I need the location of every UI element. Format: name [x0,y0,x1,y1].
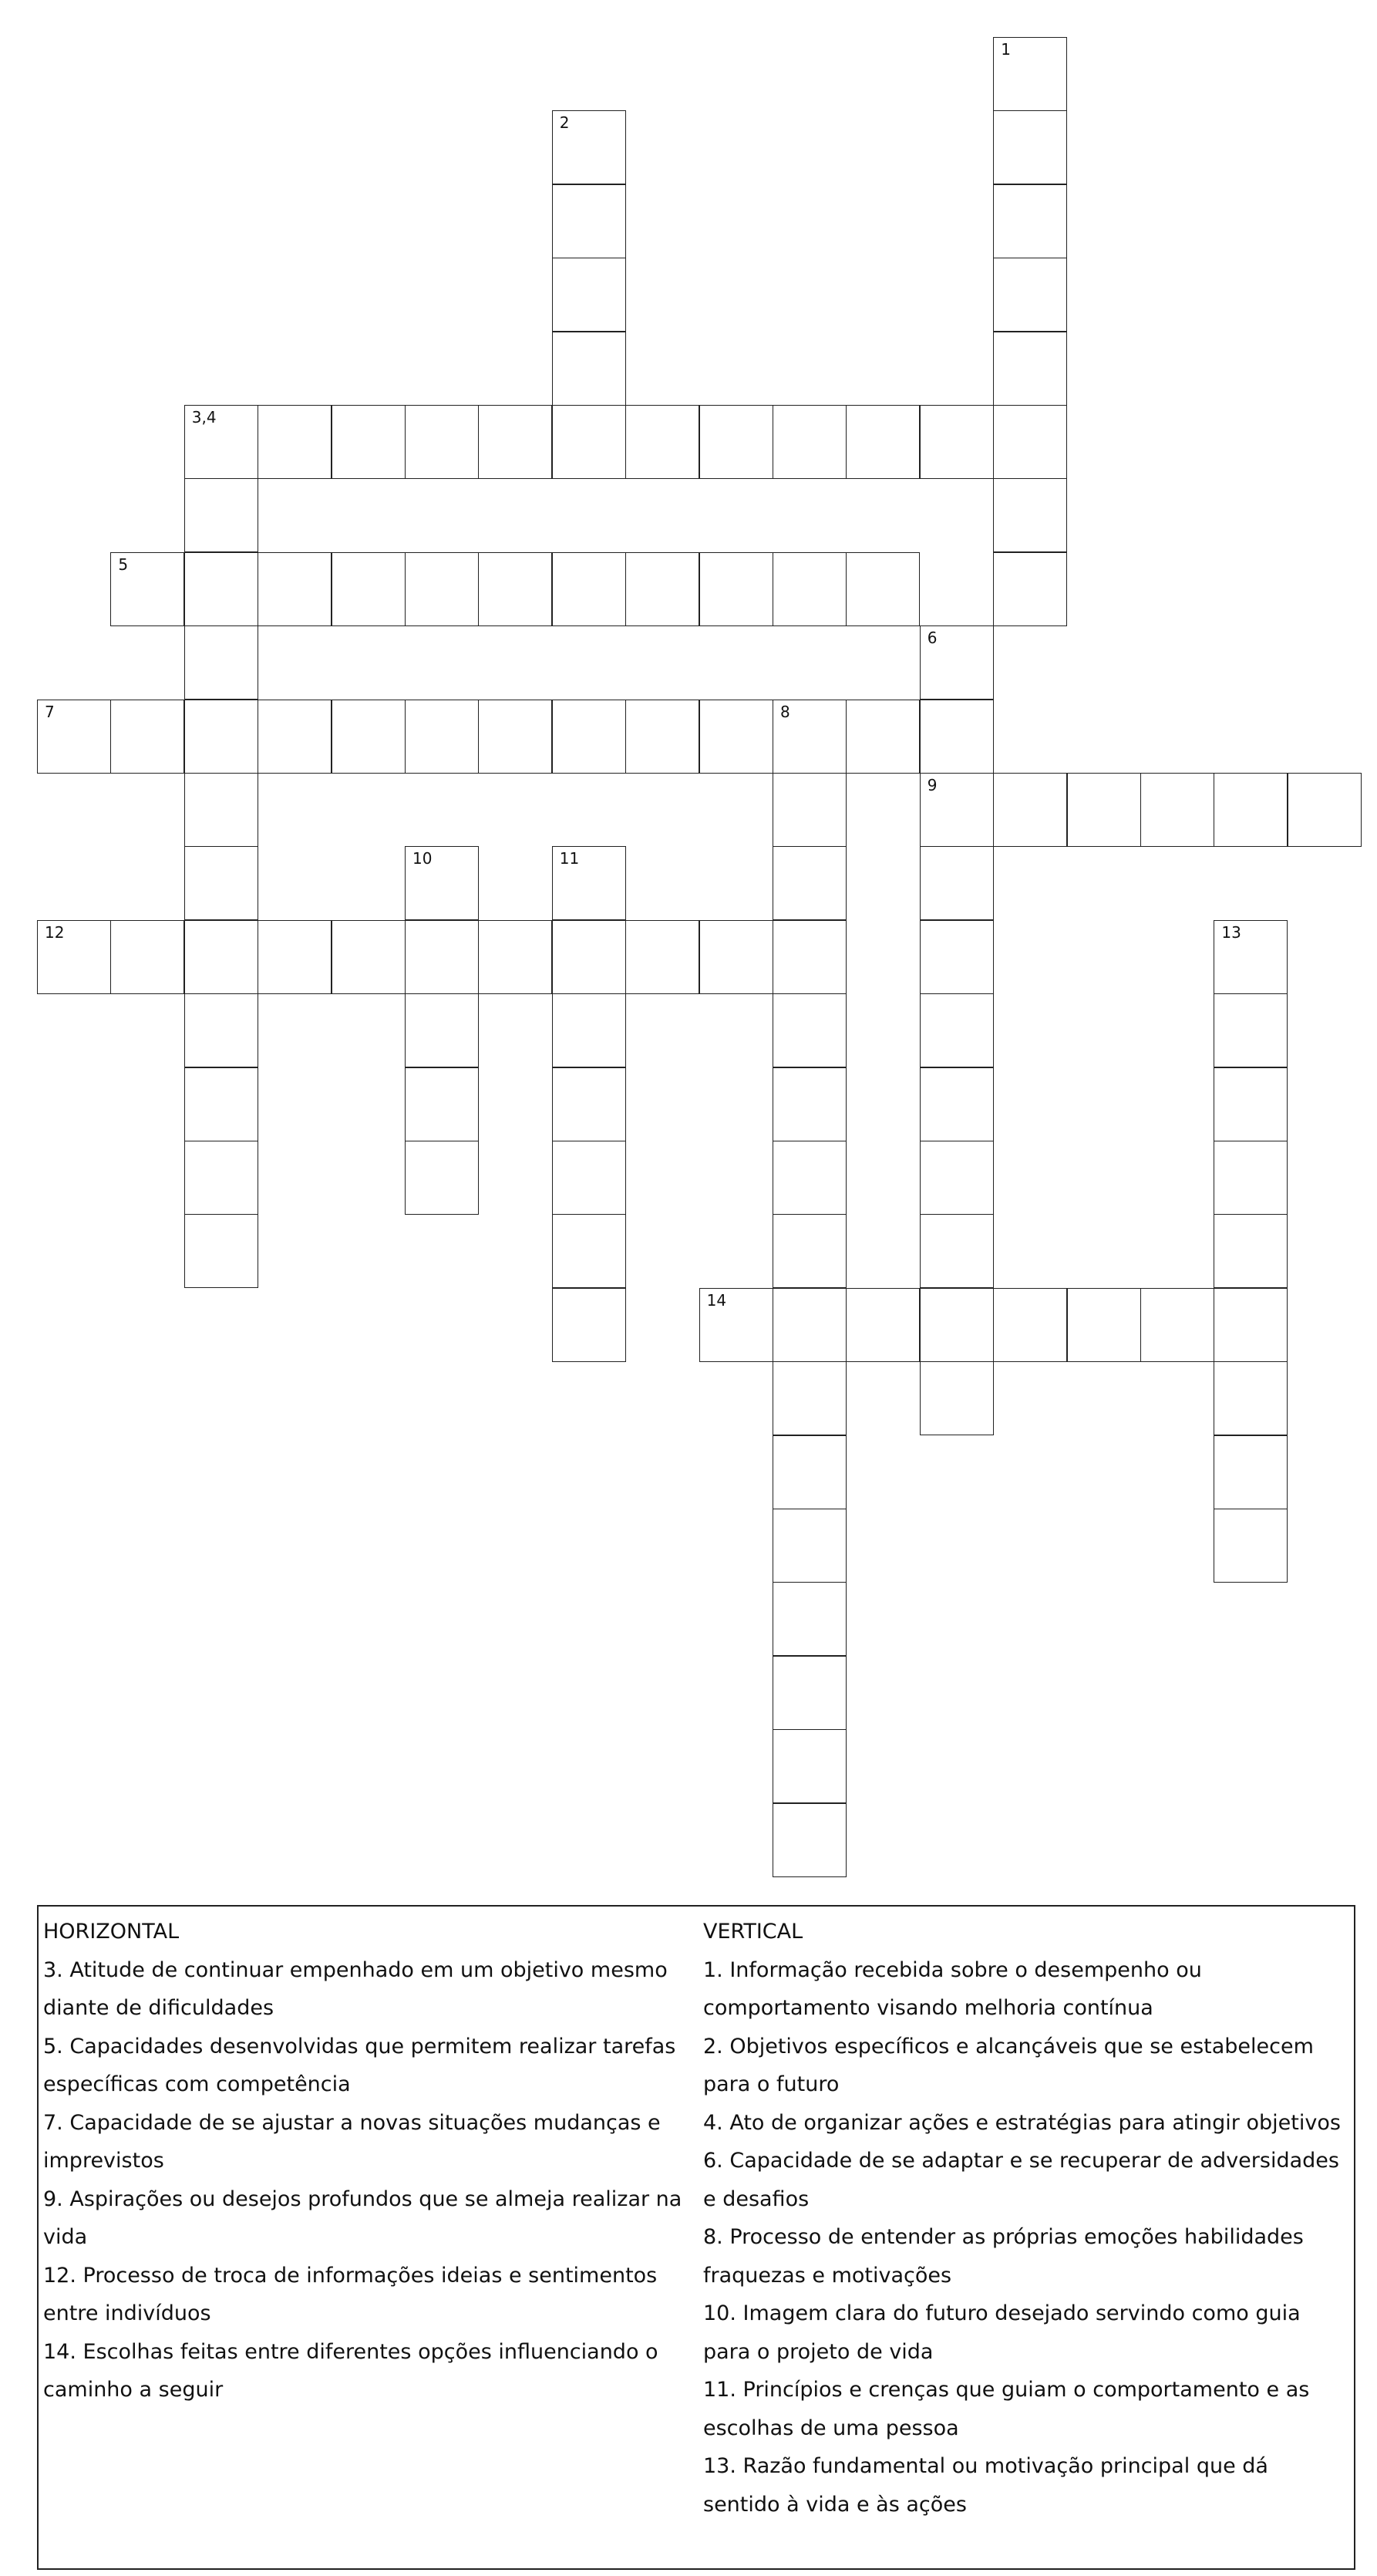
crossword-cell[interactable] [773,405,847,479]
crossword-cell[interactable] [405,920,479,994]
crossword-cell[interactable] [920,1214,994,1288]
clue-vertical-6: 6. Capacidade de se adaptar e se recuperar de adversidades e desafios [703,2149,1339,2211]
crossword-cell[interactable] [625,552,699,626]
crossword-cell[interactable] [699,700,773,774]
crossword-cell[interactable] [552,110,626,184]
crossword-cell[interactable] [552,184,626,258]
clue-horizontal-9: 9. Aspirações ou desejos profundos que se almeja realizar na vida [43,2187,682,2249]
crossword-cell[interactable] [332,700,406,774]
crossword-cell[interactable] [552,332,626,406]
horizontal-heading: HORIZONTAL [43,1920,180,1944]
clue-horizontal-5: 5. Capacidades desenvolvidas que permitem realizar tarefas específicas com competência [43,2034,676,2096]
crossword-cell[interactable] [1288,773,1362,847]
crossword-cell[interactable] [993,405,1067,479]
crossword-cell[interactable] [625,405,699,479]
crossword-cell[interactable] [993,478,1067,552]
crossword-cell[interactable] [1214,1361,1288,1435]
crossword-cell[interactable] [110,700,184,774]
crossword-cell[interactable] [846,700,920,774]
crossword-cell[interactable] [920,700,994,774]
crossword-cell[interactable] [773,1656,847,1730]
crossword-cell[interactable] [773,1214,847,1288]
crossword-cell[interactable] [110,920,184,994]
crossword-cell[interactable] [1214,920,1288,994]
crossword-cell[interactable] [773,1729,847,1803]
crossword-cell[interactable] [332,552,406,626]
clue-number-label: 10 [412,849,433,868]
crossword-cell[interactable] [920,625,994,700]
crossword-cell[interactable] [332,405,406,479]
crossword-cell[interactable] [1214,1435,1288,1509]
crossword-cell[interactable] [405,993,479,1067]
clue-number-label: 9 [927,776,938,794]
crossword-cell[interactable] [993,332,1067,406]
crossword-cell[interactable] [920,846,994,920]
crossword-cell[interactable] [184,993,258,1067]
crossword-cell[interactable] [1067,1288,1141,1362]
crossword-cell[interactable] [1214,1288,1288,1362]
crossword-cell[interactable] [478,405,552,479]
crossword-cell[interactable] [920,405,994,479]
crossword-cell[interactable] [1214,1141,1288,1215]
crossword-cell[interactable] [184,478,258,552]
crossword-cell[interactable] [405,405,479,479]
crossword-cell[interactable] [773,552,847,626]
crossword-cell[interactable] [846,1288,920,1362]
crossword-cell[interactable] [552,1214,626,1288]
crossword-cell[interactable] [920,1141,994,1215]
clue-horizontal-3: 3. Atitude de continuar empenhado em um objetivo mesmo diante de dificuldades [43,1957,668,2020]
crossword-cell[interactable] [184,405,258,479]
horizontal-clues [43,1913,692,2409]
crossword-cell[interactable] [552,846,626,920]
crossword-cell[interactable] [184,1067,258,1141]
crossword-cell[interactable] [773,1361,847,1435]
crossword-cell[interactable] [552,552,626,626]
clue-horizontal-12: 12. Processo de troca de informações ideias e sentimentos entre indivíduos [43,2263,658,2325]
clue-number-label: 13 [1221,922,1241,942]
crossword-cell[interactable] [1214,1067,1288,1141]
clue-number-label: 8 [780,702,790,721]
crossword-cell[interactable] [258,920,332,994]
crossword-cell[interactable] [920,773,994,847]
clue-vertical-1: 1. Informação recebida sobre o desempenho ou comportamento visando melhoria contínua [703,1957,1202,2020]
crossword-cell[interactable] [258,700,332,774]
clue-number-label: 7 [45,702,55,721]
clue-number-label: 14 [706,1290,727,1310]
crossword-cell[interactable] [846,552,920,626]
clue-vertical-8: 8. Processo de entender as próprias emoções habilidades fraquezas e motivações [703,2225,1304,2288]
crossword-cell[interactable] [773,1067,847,1141]
crossword-cell[interactable] [184,552,258,626]
crossword-cell[interactable] [332,920,406,994]
crossword-cell[interactable] [993,37,1067,111]
crossword-cell[interactable] [552,993,626,1067]
crossword-cell[interactable] [773,993,847,1067]
crossword-cell[interactable] [773,920,847,994]
crossword-cell[interactable] [1214,1509,1288,1583]
clue-vertical-10: 10. Imagem clara do futuro desejado servindo como guia para o projeto de vida [703,2301,1301,2364]
crossword-cell[interactable] [552,258,626,332]
crossword-cell[interactable] [552,405,626,479]
crossword-cell[interactable] [552,1141,626,1215]
crossword-cell[interactable] [478,552,552,626]
crossword-cell[interactable] [552,920,626,994]
crossword-cell[interactable] [1140,1288,1214,1362]
crossword-cell[interactable] [184,1214,258,1288]
crossword-cell[interactable] [920,1361,994,1435]
clue-horizontal-14: 14. Escolhas feitas entre diferentes opções influenciando o caminho a seguir [43,2339,658,2402]
crossword-cell[interactable] [184,773,258,847]
crossword-cell[interactable] [184,1141,258,1215]
crossword-cell[interactable] [773,1803,847,1877]
crossword-cell[interactable] [184,625,258,700]
clue-vertical-2: 2. Objetivos específicos e alcançáveis que se estabelecem para o futuro [703,2034,1314,2096]
crossword-cell[interactable] [993,110,1067,184]
crossword-cell[interactable] [699,920,773,994]
crossword-cell[interactable] [1214,1214,1288,1288]
clue-vertical-11: 11. Princípios e crenças que guiam o comportamento e as escolhas de uma pessoa [703,2378,1310,2440]
crossword-cell[interactable] [773,846,847,920]
crossword-cell[interactable] [773,700,847,774]
crossword-cell[interactable] [405,1141,479,1215]
vertical-heading: VERTICAL [703,1920,803,1944]
crossword-cell[interactable] [699,1288,773,1362]
crossword-cell[interactable] [1214,993,1288,1067]
vertical-clues [703,1913,1351,2524]
crossword-cell[interactable] [920,1288,994,1362]
crossword-cell[interactable] [773,1582,847,1656]
crossword-cell[interactable] [37,700,111,774]
crossword-cell[interactable] [993,552,1067,626]
crossword-cell[interactable] [258,405,332,479]
clue-number-label: 2 [559,113,570,133]
clue-number-label: 5 [118,555,129,574]
crossword-cell[interactable] [699,405,773,479]
clue-horizontal-7: 7. Capacidade de se ajustar a novas situações mudanças e imprevistos [43,2110,661,2173]
crossword-cell[interactable] [993,184,1067,258]
crossword-cell[interactable] [110,552,184,626]
crossword-cell[interactable] [920,993,994,1067]
crossword-cell[interactable] [478,920,552,994]
clue-number-label: 1 [1001,40,1011,59]
crossword-cell[interactable] [993,1288,1067,1362]
crossword-cell[interactable] [405,700,479,774]
crossword-cell[interactable] [184,700,258,774]
crossword-cell[interactable] [773,1435,847,1509]
crossword-cell[interactable] [1067,773,1141,847]
crossword-cell[interactable] [773,1509,847,1583]
crossword-cell[interactable] [625,920,699,994]
clue-vertical-4: 4. Ato de organizar ações e estratégias para atingir objetivos [703,2110,1341,2135]
clue-number-label: 12 [45,922,65,942]
clue-number-label: 3,4 [191,408,217,427]
crossword-cell[interactable] [552,1067,626,1141]
crossword-cell[interactable] [920,1067,994,1141]
crossword-cell[interactable] [699,552,773,626]
crossword-cell[interactable] [625,700,699,774]
clue-number-label: 11 [559,849,580,868]
crossword-cell[interactable] [552,1288,626,1362]
crossword-cell[interactable] [478,700,552,774]
crossword-cell[interactable] [846,405,920,479]
crossword-cell[interactable] [993,773,1067,847]
crossword-cell[interactable] [920,920,994,994]
crossword-cell[interactable] [552,700,626,774]
clues-box [37,1905,1355,2570]
crossword-cell[interactable] [405,1067,479,1141]
clue-vertical-13: 13. Razão fundamental ou motivação principal que dá sentido à vida e às ações [703,2454,1268,2517]
crossword-cell[interactable] [773,773,847,847]
crossword-cell[interactable] [37,920,111,994]
crossword-cell[interactable] [405,846,479,920]
crossword-cell[interactable] [773,1141,847,1215]
crossword-cell[interactable] [1140,773,1214,847]
clue-number-label: 6 [927,629,938,648]
crossword-cell[interactable] [184,920,258,994]
crossword-cell[interactable] [773,1288,847,1362]
crossword-cell[interactable] [405,552,479,626]
crossword-cell[interactable] [993,258,1067,332]
crossword-cell[interactable] [1214,773,1288,847]
crossword-cell[interactable] [258,552,332,626]
crossword-cell[interactable] [184,846,258,920]
